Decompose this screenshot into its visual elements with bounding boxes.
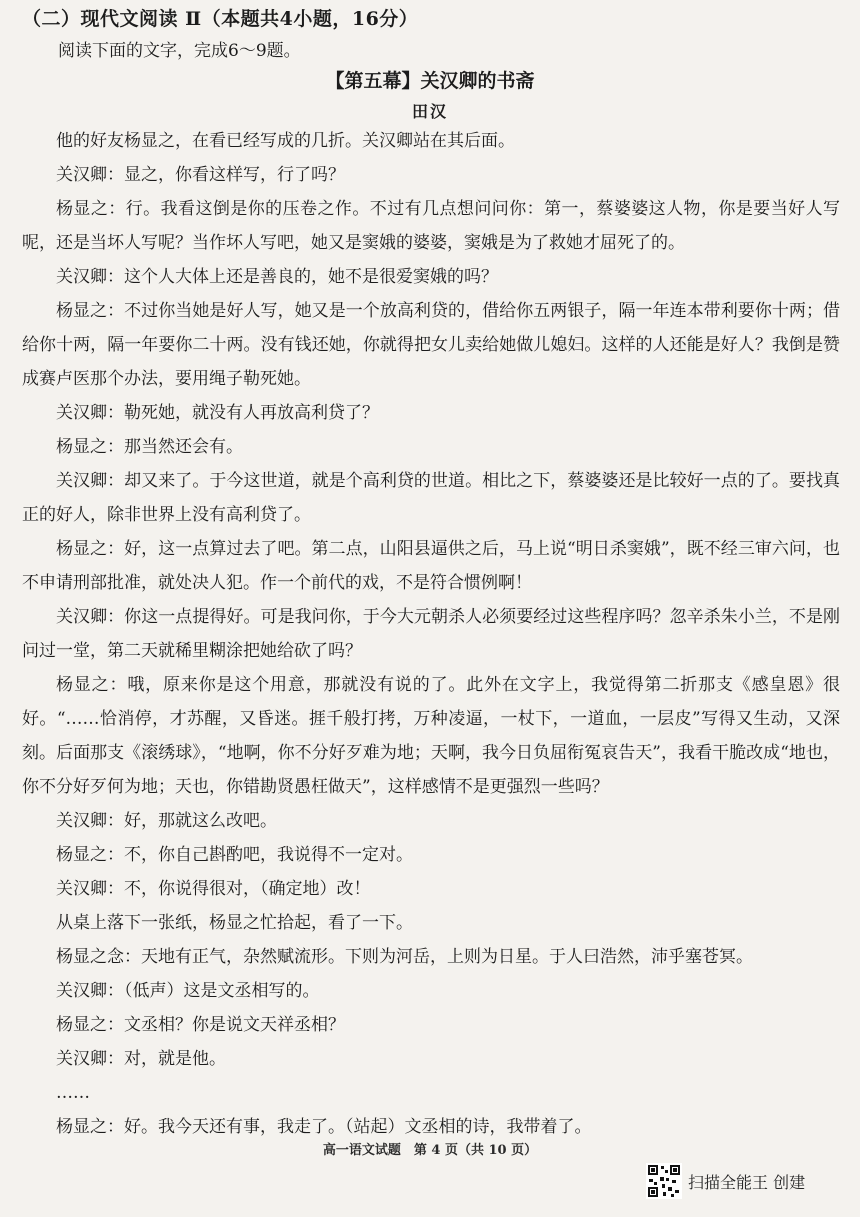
- section-title: （二）现代文阅读 Ⅱ（本题共4小题，16分）: [22, 8, 419, 30]
- paragraph: 杨显之念：天地有正气，杂然赋流形。下则为河岳，上则为日星。于人曰浩然，沛乎塞苍冥。: [56, 947, 753, 967]
- passage-body: [22, 124, 840, 1144]
- paragraph: 关汉卿：这个人大体上还是善良的，她不是很爱窦娥的吗？: [56, 267, 498, 287]
- paragraph: 杨显之：好。我今天还有事，我走了。（站起）文丞相的诗，我带着了。: [56, 1117, 592, 1137]
- watermark-text: 扫描全能王 创建: [688, 1172, 806, 1192]
- paragraph: 关汉卿：你这一点提得好。可是我问你，于今大元朝杀人必须要经过这些程序吗？忽辛杀朱小兰，不是刚问过一堂，第二天就稀里糊涂把她给砍了吗？: [22, 607, 840, 661]
- paragraph: ……: [56, 1083, 90, 1103]
- instruction-text: 阅读下面的文字，完成6～9题。: [58, 41, 301, 61]
- paragraph: 关汉卿：却又来了。于今这世道，就是个高利贷的世道。相比之下，蔡婆婆还是比较好一点的了。要找真正的好人，除非世界上没有高利贷了。: [22, 471, 840, 525]
- paragraph: 从桌上落下一张纸，杨显之忙拾起，看了一下。: [56, 913, 413, 933]
- paragraph: 关汉卿：（低声）这是文丞相写的。: [56, 981, 320, 1001]
- page-footer: 高一语文试题 第 4 页（共 10 页）: [322, 1143, 538, 1158]
- paragraph: 杨显之：文丞相？你是说文天祥丞相？: [56, 1015, 345, 1035]
- scanner-watermark: [646, 1163, 805, 1199]
- paragraph: 杨显之：不过你当她是好人写，她又是一个放高利贷的，借给你五两银子，隔一年连本带利要你十两；借给你十两，隔一年要你二十两。没有钱还她，你就得把女儿卖给她做儿媳妇。这样的人还能是好人？我倒是赞成赛卢医那个办法，要用绳子勒死她。: [22, 301, 840, 389]
- paragraph: 杨显之：行。我看这倒是你的压卷之作。不过有几点想问问你：第一，蔡婆婆这人物，你是要当好人写呢，还是当坏人写呢？当作坏人写吧，她又是窦娥的婆婆，窦娥是为了救她才屈死了的。: [22, 199, 840, 253]
- paragraph: 关汉卿：好，那就这么改吧。: [56, 811, 277, 831]
- paragraph: 关汉卿：不，你说得很对，（确定地）改！: [56, 879, 371, 899]
- qr-code-icon: [646, 1163, 682, 1199]
- passage-title: 【第五幕】关汉卿的书斋: [325, 70, 535, 92]
- paragraph: 关汉卿：对，就是他。: [56, 1049, 226, 1069]
- paragraph: 关汉卿：勒死她，就没有人再放高利贷了？: [56, 403, 379, 423]
- paragraph: 他的好友杨显之，在看已经写成的几折。关汉卿站在其后面。: [56, 131, 515, 151]
- paragraph: 杨显之：哦，原来你是这个用意，那就没有说的了。此外在文字上，我觉得第二折那支《感皇恩》很好。“……恰消停，才苏醒，又昏迷。捱千般打拷，万种凌逼，一杖下，一道血，一层皮”写得又生动，又深刻。后面那支《滚绣球》，“地啊，你不分好歹难为地；天啊，我今日负屈衔冤哀告天”，我看干脆改成“地也，你不分好歹何为地；天也，你错勘贤愚枉做天”，这样感情不是更强烈一些吗？: [22, 675, 840, 797]
- paragraph: 杨显之：好，这一点算过去了吧。第二点，山阳县逼供之后，马上说“明日杀窦娥”，既不经三审六问，也不申请刑部批准，就处决人犯。作一个前代的戏，不是符合惯例啊！: [22, 539, 840, 593]
- paragraph: 关汉卿：显之，你看这样写，行了吗？: [56, 165, 345, 185]
- passage-author: 田汉: [411, 102, 448, 121]
- paragraph: 杨显之：不，你自己斟酌吧，我说得不一定对。: [56, 845, 413, 865]
- paragraph: 杨显之：那当然还会有。: [56, 437, 243, 457]
